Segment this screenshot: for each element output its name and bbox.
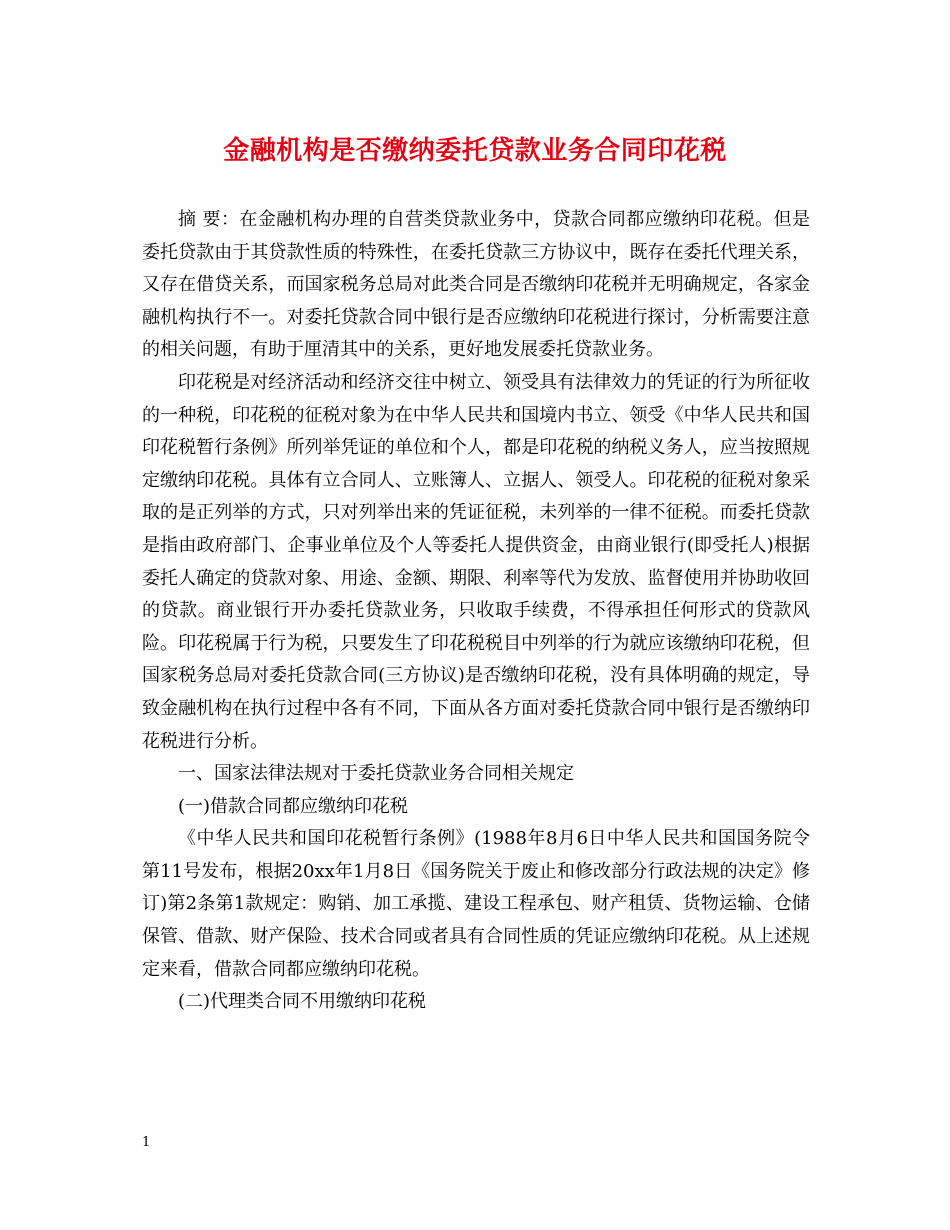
- subsection-heading-1: (一)借款合同都应缴纳印花税: [178, 795, 409, 817]
- document-title: 金融机构是否缴纳委托贷款业务合同印花税: [223, 136, 727, 166]
- subsection-heading-2: (二)代理类合同不用缴纳印花税: [178, 991, 427, 1013]
- page-number: 1: [142, 1135, 151, 1150]
- document-body: [142, 204, 810, 1019]
- paragraph-abstract: 摘 要：在金融机构办理的自营类贷款业务中，贷款合同都应缴纳印花税。但是委托贷款由于其贷款性质的特殊性，在委托贷款三方协议中，既存在委托代理关系，又存在借贷关系，而国家税务总局对此类合同是否缴纳印花税并无明确规定，各家金融机构执行不一。对委托贷款合同中银行是否应缴纳印花税进行探讨，分析需要注意的相关问题，有助于厘清其中的关系，更好地发展委托贷款业务。: [142, 209, 810, 361]
- paragraph-regulation: 《中华人民共和国印花税暂行条例》(1988年8月6日中华人民共和国国务院令第11号发布，根据20xx年1月8日《国务院关于废止和修改部分行政法规的决定》修订)第2条第1款规定：购销、加工承揽、建设工程承包、财产租赁、货物运输、仓储保管、借款、财产保险、技术合同或者具有合同性质的凭证应缴纳印花税。从上述规定来看，借款合同都应缴纳印花税。: [142, 828, 810, 980]
- section-heading-1: 一、国家法律法规对于委托贷款业务合同相关规定: [178, 763, 574, 785]
- paragraph-intro: 印花税是对经济活动和经济交往中树立、领受具有法律效力的凭证的行为所征收的一种税，印花税的征税对象为在中华人民共和国境内书立、领受《中华人民共和国印花税暂行条例》所列举凭证的单位和个人，都是印花税的纳税义务人，应当按照规定缴纳印花税。具体有立合同人、立账簿人、立据人、领受人。印花税的征税对象采取的是正列举的方式，只对列举出来的凭证征税，未列举的一律不征税。而委托贷款是指由政府部门、企事业单位及个人等委托人提供资金，由商业银行(即受托人)根据委托人确定的贷款对象、用途、金额、期限、利率等代为发放、监督使用并协助收回的贷款。商业银行开办委托贷款业务，只收取手续费，不得承担任何形式的贷款风险。印花税属于行为税，只要发生了印花税税目中列举的行为就应该缴纳印花税，但国家税务总局对委托贷款合同(三方协议)是否缴纳印花税，没有具体明确的规定，导致金融机构在执行过程中各有不同，下面从各方面对委托贷款合同中银行是否缴纳印花税进行分析。: [142, 371, 810, 752]
